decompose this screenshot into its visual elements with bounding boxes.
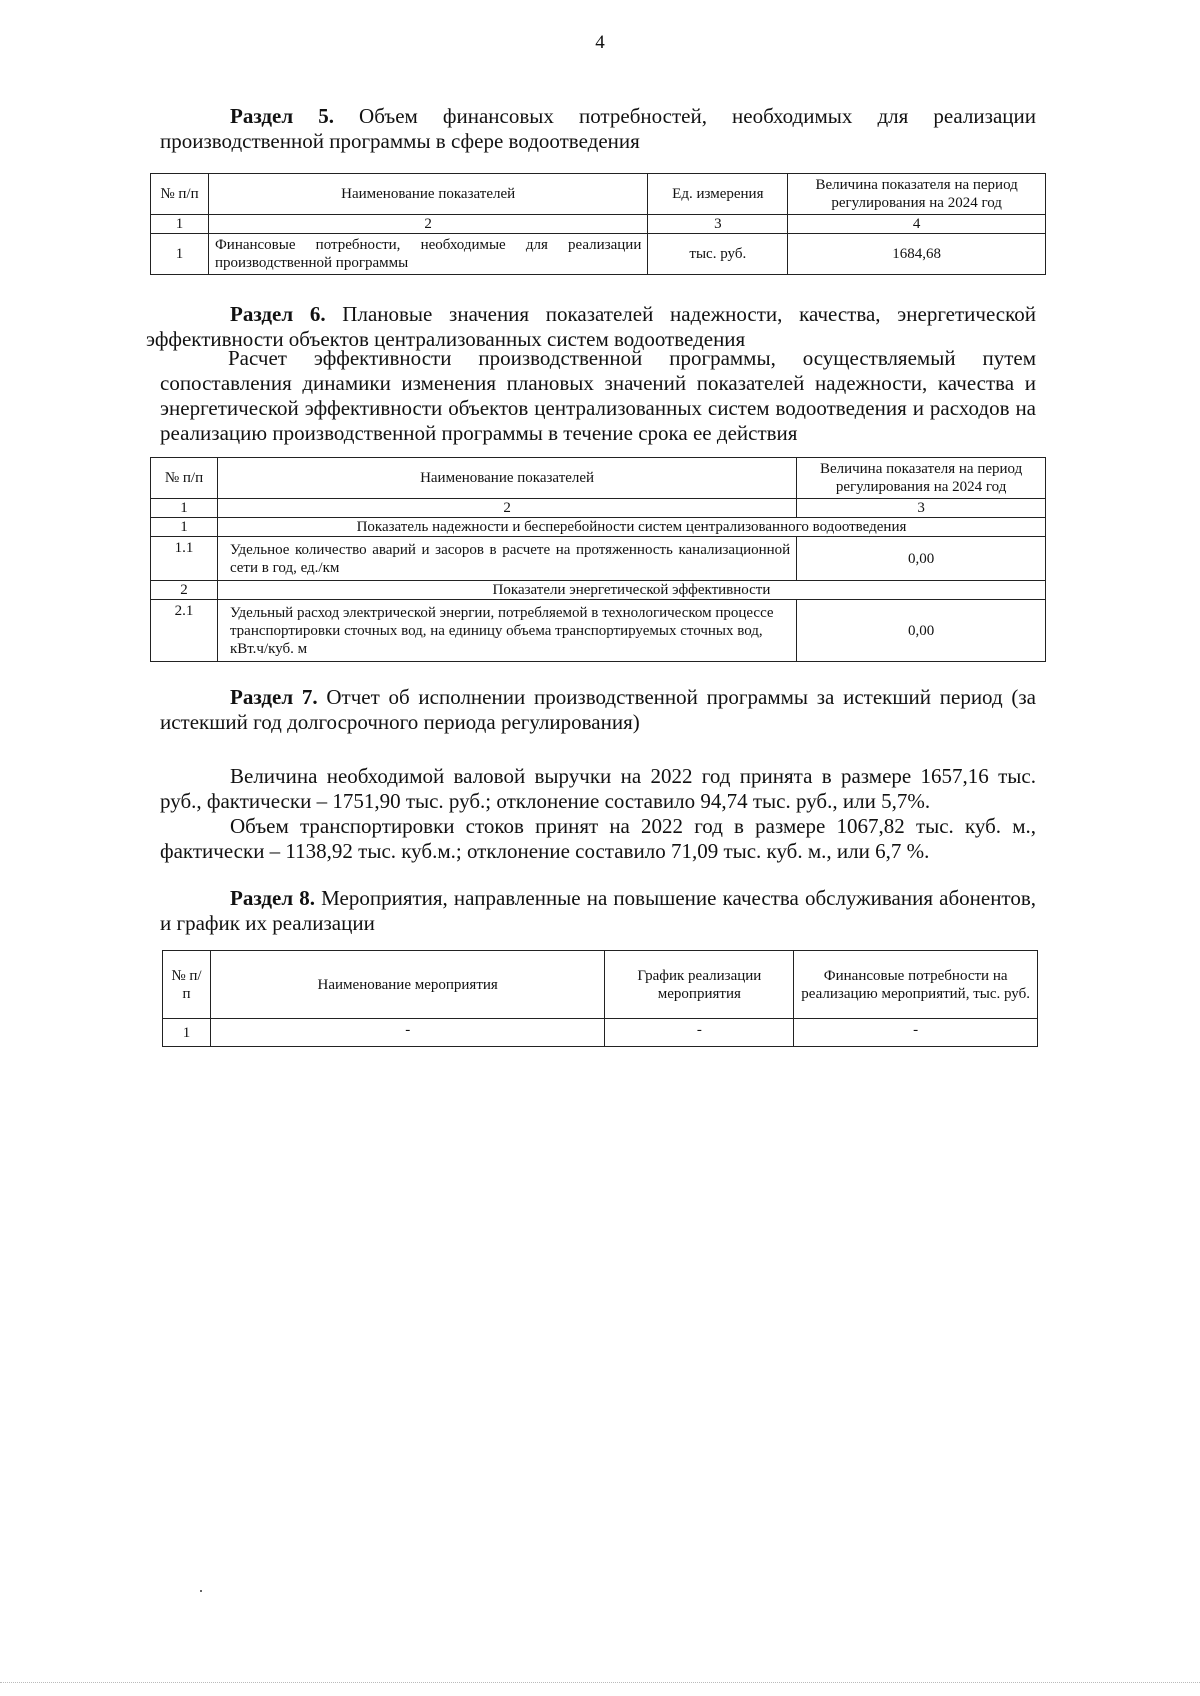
col-number: 1 [151,215,209,234]
header-schedule: График реализации мероприятия [605,951,794,1019]
section6-heading [146,302,1036,352]
group-row [151,518,1046,537]
section5-table [150,173,1046,275]
section5-label: Раздел 5. [230,104,334,128]
group-title: Показатели энергетической эффективности [217,581,1045,600]
table-row [151,600,1046,662]
header-cost: Финансовые потребности на реализацию мероприятий, тыс. руб. [794,951,1038,1019]
section7-paragraph-2: Объем транспортировки стоков принят на 2022 год в размере 1067,82 тыс. куб. м., фактически – 1138,92 тыс. куб.м.; отклонение составило 71,09 тыс. куб. м., или 6,7 %. [160,814,1036,863]
col-number: 4 [788,215,1046,234]
group-title: Показатель надежности и бесперебойности систем централизованного водоотведения [217,518,1045,537]
row-name: Финансовые потребности, необходимые для реализации производственной программы [208,234,647,275]
column-numbers-row [151,215,1046,234]
table-header-row [151,174,1046,215]
header-num: № п/п [151,458,218,499]
header-name: Наименование мероприятия [210,951,604,1019]
section8-label: Раздел 8. [230,886,315,910]
group-num: 1 [151,518,218,537]
table-header-row [151,458,1046,499]
group-row [151,581,1046,600]
col-number: 2 [208,215,647,234]
table-row [151,537,1046,581]
row-name: - [210,1019,604,1047]
section5-title: Объем финансовых потребностей, необходимых для реализации производственной программы в сфере водоотведения [160,104,1036,153]
col-number: 3 [648,215,788,234]
column-numbers-row [151,499,1046,518]
section7-heading [160,685,1036,735]
row-value: 1684,68 [788,234,1046,275]
row-value: 0,00 [797,600,1046,662]
row-num: 1 [151,234,209,275]
section6-title: Плановые значения показателей надежности, качества, энергетической эффективности объектов централизованных систем водоотведения [146,302,1037,351]
section8-heading [160,886,1036,936]
scan-speck [200,1590,202,1592]
col-number: 1 [151,499,218,518]
page-number: 4 [595,32,605,53]
col-number: 3 [797,499,1046,518]
section7-label: Раздел 7. [230,685,318,709]
table-row [151,234,1046,275]
header-name: Наименование показателей [208,174,647,215]
header-value: Величина показателя на период регулирования на 2024 год [797,458,1046,499]
header-name: Наименование показателей [217,458,796,499]
section6-table [150,457,1046,662]
header-num: № п/п [151,174,209,215]
header-value: Величина показателя на период регулирования на 2024 год [788,174,1046,215]
section8-title: Мероприятия, направленные на повышение качества обслуживания абонентов, и график их реализации [160,886,1036,935]
group-num: 2 [151,581,218,600]
row-unit: тыс. руб. [648,234,788,275]
section5-heading [160,104,1036,154]
header-num: № п/п [163,951,211,1019]
row-num: 1 [163,1019,211,1047]
table-row [163,1019,1038,1047]
table-header-row [163,951,1038,1019]
section6-subtitle: Расчет эффективности производственной программы, осуществляемый путем сопоставления динамики изменения плановых значений показателей надежности, качества и энергетической эффективности объектов централизованных систем водоотведения и расходов на реализацию производственной программы в течение срока ее действия [160,346,1036,445]
section6-label: Раздел 6. [230,302,326,326]
col-number: 2 [217,499,796,518]
row-name: Удельный расход электрической энергии, потребляемой в технологическом процессе транспортировки сточных вод, на единицу объема транспортируемых сточных вод, кВт.ч/куб. м [217,600,796,662]
row-value: 0,00 [797,537,1046,581]
row-schedule: - [605,1019,794,1047]
section7-title: Отчет об исполнении производственной программы за истекший период (за истекший год долгосрочного периода регулирования) [160,685,1036,734]
scan-edge-line [0,1682,1200,1684]
section7-paragraph-1: Величина необходимой валовой выручки на 2022 год принята в размере 1657,16 тыс. руб., фактически – 1751,90 тыс. руб.; отклонение составило 94,74 тыс. руб., или 5,7%. [160,764,1036,813]
row-cost: - [794,1019,1038,1047]
header-unit: Ед. измерения [648,174,788,215]
row-num: 2.1 [151,600,218,662]
row-name: Удельное количество аварий и засоров в расчете на протяженность канализационной сети в год, ед./км [217,537,796,581]
section8-table [162,950,1038,1047]
row-num: 1.1 [151,537,218,581]
